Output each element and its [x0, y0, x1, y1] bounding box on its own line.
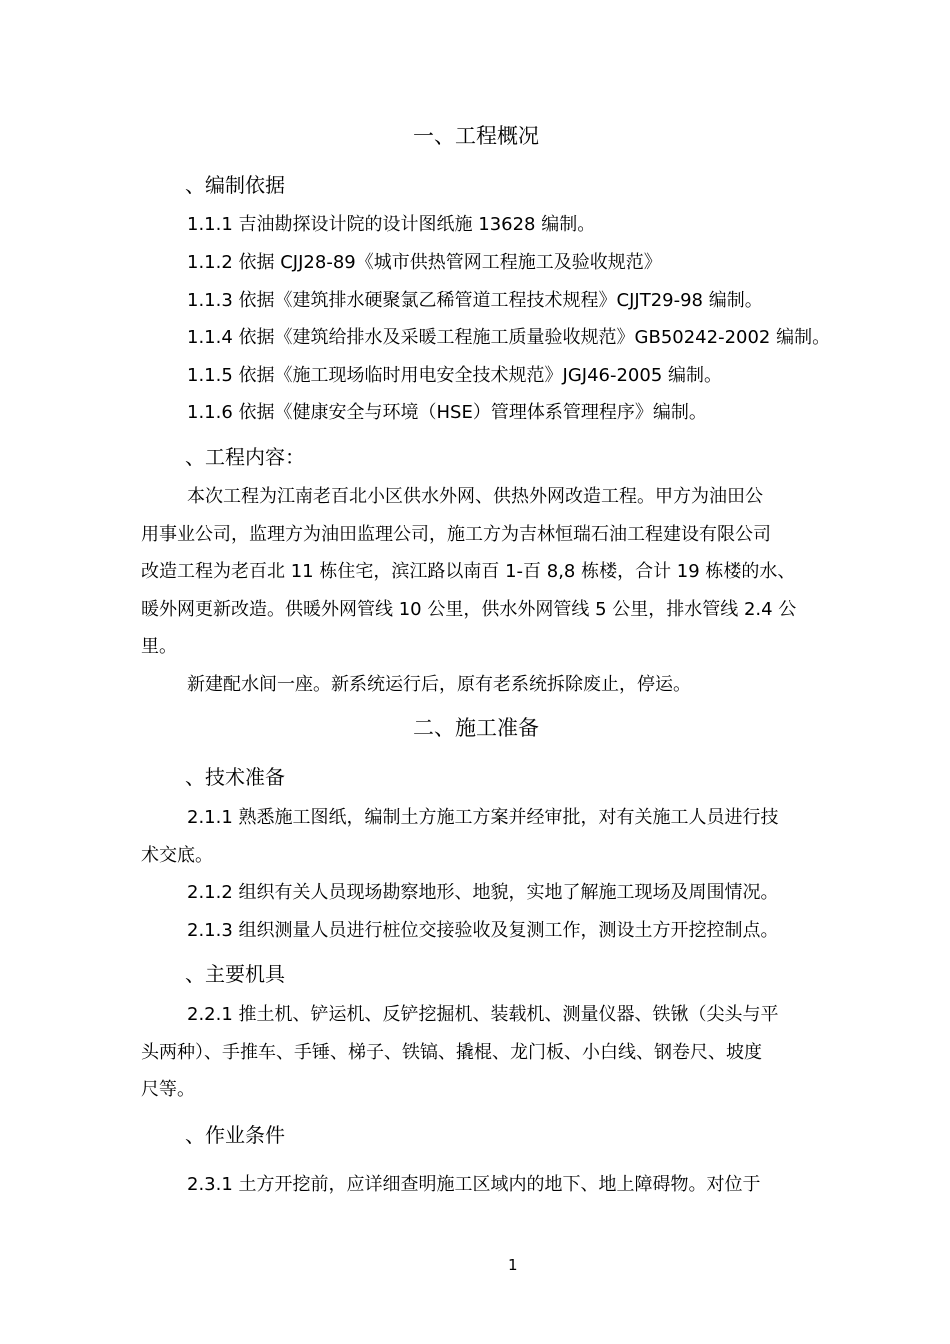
- content-line-3: 改造工程为老百北 11 栋住宅，滨江路以南百 1-百 8,8 栋楼，合计 19 栋楼的水、: [141, 561, 796, 582]
- equipment-line-3: 尺等。: [141, 1079, 195, 1100]
- content-para-2: 新建配水间一座。新系统运行后，原有老系统拆除废止，停运。: [187, 674, 691, 695]
- heading-content: 、工程内容：: [185, 445, 305, 469]
- heading-conditions: 、作业条件: [185, 1123, 285, 1147]
- basis-item-1: 1.1.1 吉油勘探设计院的设计图纸施 13628 编制。: [187, 214, 596, 235]
- page-number: 1: [508, 1256, 518, 1274]
- basis-item-6: 1.1.6 依据《健康安全与环境（HSE）管理体系管理程序》编制。: [187, 402, 707, 423]
- basis-item-5: 1.1.5 依据《施工现场临时用电安全技术规范》JGJ46-2005 编制。: [187, 365, 723, 386]
- content-line-5: 里。: [141, 636, 177, 657]
- basis-item-4: 1.1.4 依据《建筑给排水及采暖工程施工质量验收规范》GB50242-2002 编制。: [187, 327, 831, 348]
- basis-item-2: 1.1.2 依据 CJJ28-89《城市供热管网工程施工及验收规范》: [187, 252, 662, 273]
- equipment-line-2: 头两种）、手推车、手锤、梯子、铁镐、撬棍、龙门板、小白线、钢卷尺、坡度: [141, 1042, 762, 1063]
- section-2-title: 二、施工准备: [413, 716, 539, 740]
- tech-line-3: 2.1.2 组织有关人员现场勘察地形、地貌，实地了解施工现场及周围情况。: [187, 882, 779, 903]
- content-line-4: 暖外网更新改造。供暖外网管线 10 公里，供水外网管线 5 公里，排水管线 2.4 公: [141, 599, 797, 620]
- equipment-line-1: 2.2.1 推土机、铲运机、反铲挖掘机、装载机、测量仪器、铁锹（尖头与平: [187, 1004, 779, 1025]
- tech-line-2: 术交底。: [141, 845, 213, 866]
- basis-item-3: 1.1.3 依据《建筑排水硬聚氯乙稀管道工程技术规程》CJJT29-98 编制。: [187, 290, 763, 311]
- heading-basis: 、编制依据: [185, 173, 285, 197]
- tech-line-1: 2.1.1 熟悉施工图纸，编制土方施工方案并经审批，对有关施工人员进行技: [187, 807, 779, 828]
- section-1-title: 一、工程概况: [413, 124, 539, 148]
- heading-tech-prep: 、技术准备: [185, 765, 285, 789]
- tech-line-4: 2.1.3 组织测量人员进行桩位交接验收及复测工作，测设土方开挖控制点。: [187, 920, 779, 941]
- heading-equipment: 、主要机具: [185, 962, 285, 986]
- content-line-2: 用事业公司，监理方为油田监理公司，施工方为吉林恒瑞石油工程建设有限公司: [141, 524, 771, 545]
- conditions-line-1: 2.3.1 土方开挖前，应详细查明施工区域内的地下、地上障碍物。对位于: [187, 1174, 761, 1195]
- content-line-1: 本次工程为江南老百北小区供水外网、供热外网改造工程。甲方为油田公: [187, 486, 763, 507]
